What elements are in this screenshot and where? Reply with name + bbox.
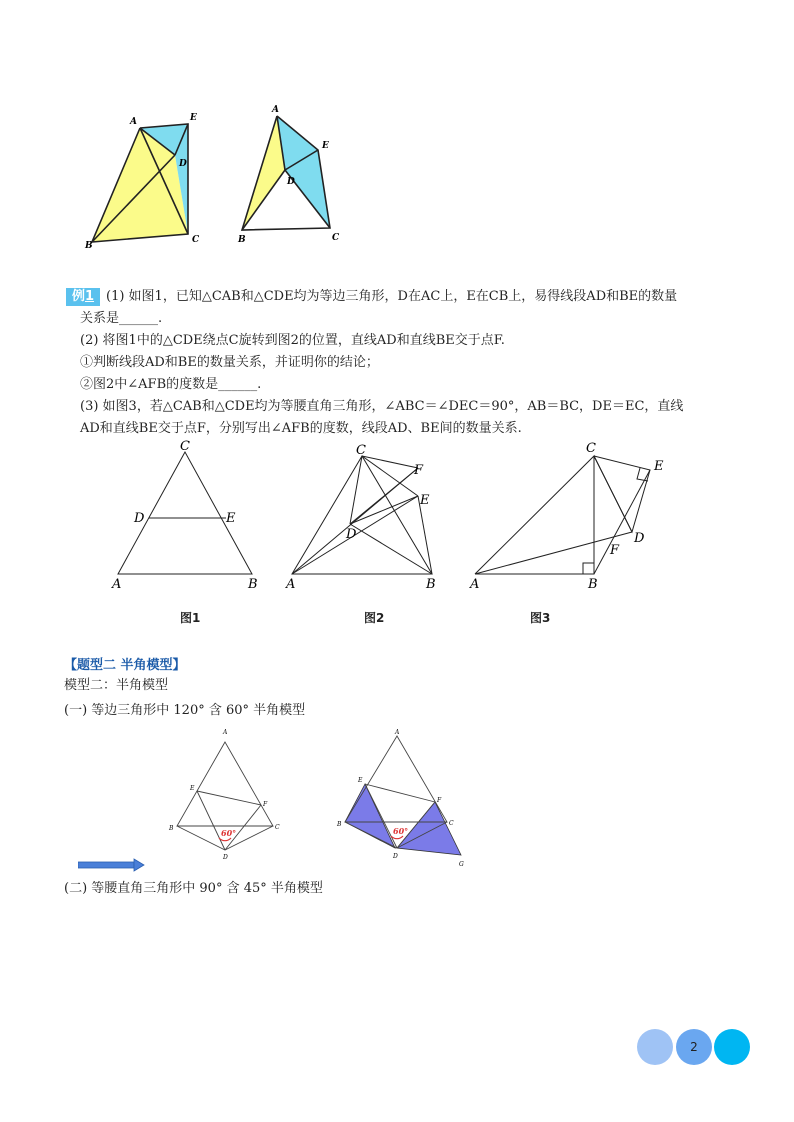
label-E: E [322,141,329,151]
half2-label-B: B [337,821,342,828]
top-figures [80,100,360,250]
half2-label-E: E [358,777,363,784]
label-E: E [190,113,197,123]
half1-label-A: A [223,729,228,736]
top-left-figure [84,113,200,250]
page-circle-right [714,1029,750,1065]
fig2-caption: 图2 [364,611,385,625]
example-line-1: (1) 如图1，已知△CAB和△CDE均为等边三角形，D在AC上，E在CB上，易得线段AD和BE的数量 [106,289,678,304]
example-line-4: ①判断线段AD和BE的数量关系，并证明你的结论； [80,355,379,370]
figure-3 [475,456,650,574]
fig2-label-B: B [426,577,436,592]
label-D: D [179,159,187,169]
page-number: 2 [676,1029,712,1065]
fig3-label-E: E [654,459,664,474]
fig3-caption: 图3 [530,611,551,625]
label-C: C [192,235,200,245]
fig2-label-E: E [420,493,430,508]
half-angle-figure-2 [345,736,461,855]
label-D: D [287,177,295,187]
model-title: 模型二：半角模型 [64,678,169,693]
fig1-label-E: E [226,511,236,526]
fig1-label-A: A [112,577,122,592]
half1-label-E: E [190,785,195,792]
fig2-label-F: F [414,463,424,478]
example-line-3: (2) 将图1中的△CDE绕点C旋转到图2的位置，直线AD和直线BE交于点F. [80,333,505,348]
half1-label-C: C [275,824,280,831]
example-line-2: 关系是______. [80,311,163,326]
example-badge: 例1 [66,288,100,306]
half2-label-A: A [395,729,400,736]
fig1-label-D: D [134,511,145,526]
top-right-figure [237,105,340,245]
fig3-label-F: F [610,543,620,558]
example-line-6: (3) 如图3，若△CAB和△CDE均为等腰直角三角形，∠ABC＝∠DEC＝90°，AB＝BC，DE＝EC，直线 [80,399,684,414]
half2-label-C: C [449,820,454,827]
half1-angle: 60° [221,828,237,838]
fig2-label-D: D [346,527,357,542]
label-A: A [272,105,279,115]
half2-angle: 60° [393,826,409,836]
fig1-label-C: C [180,439,190,454]
fig2-label-C: C [356,443,366,458]
label-B: B [238,235,246,245]
label-A: A [130,117,137,127]
subsection-2: (二) 等腰直角三角形中 90° 含 45° 半角模型 [64,881,323,896]
half-angle-figures [165,728,485,873]
fig3-label-A: A [470,577,480,592]
fig1-caption: 图1 [180,611,201,625]
half2-label-G: G [459,861,464,868]
fig3-label-B: B [588,577,598,592]
half1-label-D: D [223,854,228,861]
right-arrow-icon [78,858,146,872]
fig1-label-B: B [248,577,258,592]
example-line-7: AD和直线BE交于点F，分别写出∠AFB的度数，线段AD、BE间的数量关系. [80,421,522,436]
fig3-label-C: C [586,441,596,456]
half1-label-B: B [169,825,174,832]
page-circle-left [637,1029,673,1065]
subsection-1: (一) 等边三角形中 120° 含 60° 半角模型 [64,703,306,718]
fig3-label-D: D [634,531,645,546]
example-figures [100,438,700,598]
half2-label-D: D [393,853,398,860]
label-C: C [332,233,340,243]
section-heading: 【题型二 半角模型】 [64,658,186,673]
fig2-label-A: A [286,577,296,592]
example-line-5: ②图2中∠AFB的度数是______. [80,377,262,392]
label-B: B [85,241,93,250]
half2-label-F: F [437,797,442,804]
half1-label-F: F [263,801,268,808]
figure-2 [292,456,432,574]
